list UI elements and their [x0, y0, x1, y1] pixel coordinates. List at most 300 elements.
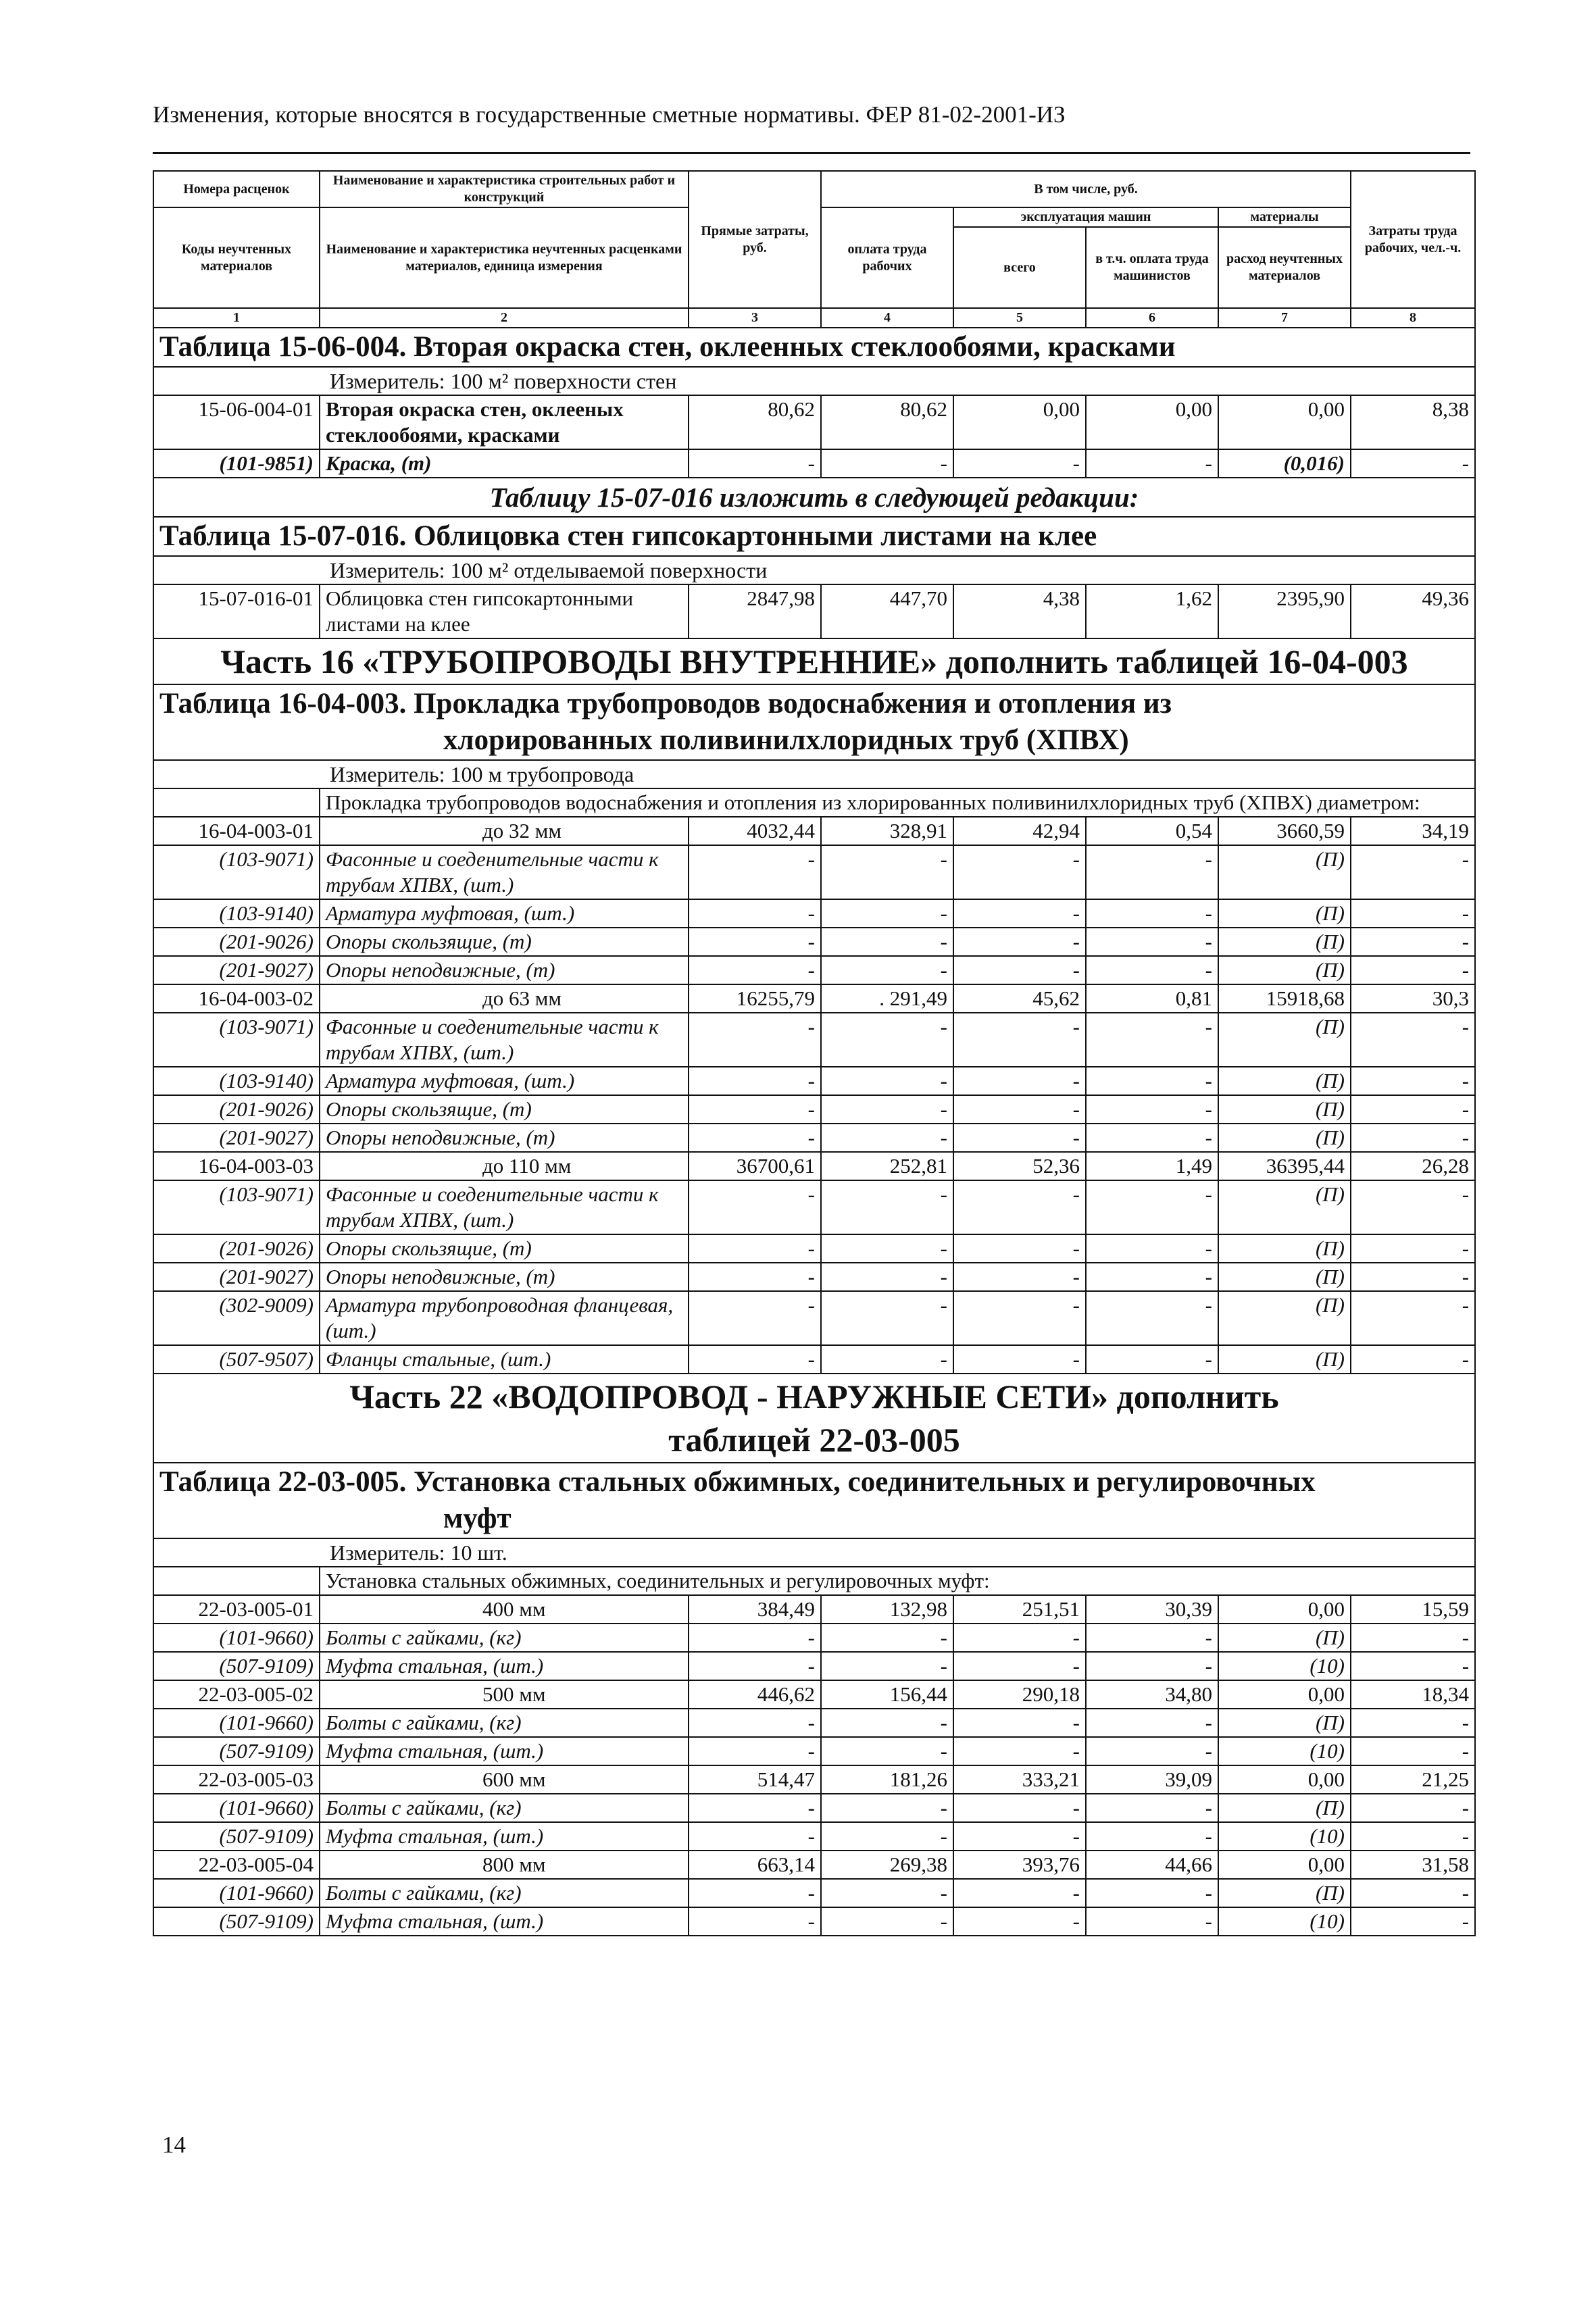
dash-cell: -	[689, 1124, 821, 1152]
dash-cell: -	[821, 1652, 953, 1680]
spacer-cell	[153, 1567, 320, 1595]
dash-cell: -	[689, 1822, 821, 1851]
material-row	[153, 1794, 1475, 1822]
dash-cell: -	[689, 1794, 821, 1822]
part-16-heading-text: Часть 16 «ТРУБОПРОВОДЫ ВНУТРЕННИЕ» дополнить таблицей 16-04-003	[153, 638, 1475, 684]
material-consumption: (П)	[1218, 1794, 1351, 1822]
dash-cell: -	[953, 845, 1086, 899]
material-consumption: (П)	[1218, 1180, 1351, 1234]
material-row	[153, 1124, 1475, 1152]
material-row	[153, 928, 1475, 956]
part-22-heading-text	[153, 1374, 1475, 1463]
material-code: (507-9109)	[153, 1652, 320, 1680]
material-consumption: (10)	[1218, 1652, 1351, 1680]
dash-cell: -	[821, 1180, 953, 1234]
rate-code: 22-03-005-01	[153, 1595, 320, 1624]
material-code: (201-9027)	[153, 956, 320, 984]
page-number: 14	[162, 2132, 186, 2158]
dash-cell: -	[1351, 1013, 1475, 1067]
value-cell: 2847,98	[689, 584, 821, 638]
value-cell: 34,19	[1351, 817, 1475, 845]
rate-code: 22-03-005-02	[153, 1680, 320, 1709]
material-consumption: (П)	[1218, 1067, 1351, 1095]
colnum: 1	[153, 308, 320, 328]
dash-cell: -	[689, 1907, 821, 1936]
dash-cell: -	[821, 1624, 953, 1652]
material-name: Муфта стальная, (шт.)	[320, 1822, 689, 1851]
colhead-c8: Затраты труда рабочих, чел.-ч.	[1351, 171, 1475, 308]
dash-cell: -	[1351, 1234, 1475, 1263]
material-name: Болты с гайками, (кг)	[320, 1794, 689, 1822]
dash-cell: -	[821, 928, 953, 956]
dash-cell: -	[689, 1737, 821, 1765]
material-code: (103-9071)	[153, 1013, 320, 1067]
rate-row	[153, 1680, 1475, 1709]
material-consumption: (П)	[1218, 1263, 1351, 1291]
dash-cell: -	[953, 1291, 1086, 1345]
dash-cell: -	[1351, 1067, 1475, 1095]
value-cell: 80,62	[821, 395, 953, 449]
dash-cell: -	[953, 1345, 1086, 1374]
dash-cell: -	[953, 1624, 1086, 1652]
value-cell: (0,016)	[1218, 449, 1351, 478]
dash-cell: -	[1351, 1291, 1475, 1345]
material-code: (103-9140)	[153, 899, 320, 928]
dash-cell: -	[821, 1907, 953, 1936]
dash-cell: -	[1351, 956, 1475, 984]
colhead-c5: всего	[953, 227, 1086, 308]
table-22-03-005-title-text	[153, 1463, 1475, 1538]
part-16-heading	[153, 638, 1475, 684]
material-code: (201-9027)	[153, 1263, 320, 1291]
rate-name: 600 мм	[320, 1765, 689, 1794]
value-cell: 49,36	[1351, 584, 1475, 638]
rate-name: 400 мм	[320, 1595, 689, 1624]
dash-cell: -	[953, 1124, 1086, 1152]
material-consumption: (10)	[1218, 1907, 1351, 1936]
rate-name: до 63 мм	[320, 984, 689, 1013]
dash-cell: -	[953, 928, 1086, 956]
dash-cell: -	[1351, 1652, 1475, 1680]
colnum: 7	[1218, 308, 1351, 328]
dash-cell: -	[953, 1652, 1086, 1680]
material-code: (101-9660)	[153, 1624, 320, 1652]
spacer-cell	[153, 788, 320, 817]
value-cell: 4,38	[953, 584, 1086, 638]
redaction-note-text: Таблицу 15-07-016 изложить в следующей редакции:	[153, 478, 1475, 517]
table-15-07-016-title-text: Таблица 15-07-016. Облицовка стен гипсокартонными листами на клее	[153, 517, 1475, 556]
material-name: Фасонные и соеденительные части к трубам ХПВХ, (шт.)	[320, 845, 689, 899]
rate-name: до 110 мм	[320, 1152, 689, 1180]
rate-code: 22-03-005-04	[153, 1851, 320, 1879]
part-22-line-1: Часть 22 «ВОДОПРОВОД - НАРУЖНЫЕ СЕТИ» дополнить	[349, 1378, 1279, 1415]
dash-cell: -	[1351, 845, 1475, 899]
colhead-c1b: Коды неучтенных материалов	[153, 207, 320, 308]
rate-name: до 32 мм	[320, 817, 689, 845]
dash-cell: -	[1351, 1737, 1475, 1765]
dash-cell: -	[1351, 1624, 1475, 1652]
material-consumption: (П)	[1218, 1291, 1351, 1345]
value-cell: 0,00	[1218, 1680, 1351, 1709]
value-cell: -	[689, 449, 821, 478]
material-consumption: (П)	[1218, 1624, 1351, 1652]
rate-code: 15-07-016-01	[153, 584, 320, 638]
dash-cell: -	[1351, 899, 1475, 928]
dash-cell: -	[1086, 1794, 1218, 1822]
dash-cell: -	[1086, 1879, 1218, 1907]
material-row	[153, 1822, 1475, 1851]
value-cell: 251,51	[953, 1595, 1086, 1624]
dash-cell: -	[953, 1067, 1086, 1095]
value-cell: -	[1351, 449, 1475, 478]
value-cell: 39,09	[1086, 1765, 1218, 1794]
title-line-1: Таблица 22-03-005. Установка стальных обжимных, соединительных и регулировочных	[159, 1466, 1316, 1498]
value-cell: 156,44	[821, 1680, 953, 1709]
dash-cell: -	[821, 1291, 953, 1345]
value-cell: 4032,44	[689, 817, 821, 845]
table-15-06-004-title	[153, 328, 1475, 367]
colhead-c7: расход неучтенных материалов	[1218, 227, 1351, 308]
material-row	[153, 1879, 1475, 1907]
material-name: Фасонные и соеденительные части к трубам ХПВХ, (шт.)	[320, 1013, 689, 1067]
material-row	[153, 1095, 1475, 1124]
value-cell: 21,25	[1351, 1765, 1475, 1794]
dash-cell: -	[821, 899, 953, 928]
rate-code: 16-04-003-02	[153, 984, 320, 1013]
rate-row	[153, 1152, 1475, 1180]
dash-cell: -	[821, 845, 953, 899]
material-name: Фланцы стальные, (шт.)	[320, 1345, 689, 1374]
dash-cell: -	[1086, 1737, 1218, 1765]
material-consumption: (П)	[1218, 1709, 1351, 1737]
material-row	[153, 449, 1475, 478]
title-line-2: муфт	[443, 1503, 512, 1534]
rate-row	[153, 1595, 1475, 1624]
dash-cell: -	[689, 1180, 821, 1234]
value-cell: 15918,68	[1218, 984, 1351, 1013]
dash-cell: -	[1351, 1180, 1475, 1234]
material-code: (101-9660)	[153, 1709, 320, 1737]
value-cell: -	[1086, 449, 1218, 478]
rate-row	[153, 984, 1475, 1013]
rate-row	[153, 1765, 1475, 1794]
dash-cell: -	[1351, 1263, 1475, 1291]
dash-cell: -	[1086, 1124, 1218, 1152]
material-code: (201-9026)	[153, 1234, 320, 1263]
dash-cell: -	[953, 1180, 1086, 1234]
material-name: Муфта стальная, (шт.)	[320, 1907, 689, 1936]
dash-cell: -	[1086, 1263, 1218, 1291]
material-name: Муфта стальная, (шт.)	[320, 1737, 689, 1765]
material-row	[153, 1013, 1475, 1067]
colhead-c1a: Номера расценок	[153, 171, 320, 207]
material-consumption: (П)	[1218, 956, 1351, 984]
dash-cell: -	[1086, 1291, 1218, 1345]
dash-cell: -	[953, 1822, 1086, 1851]
value-cell: 26,28	[1351, 1152, 1475, 1180]
material-name: Краска, (т)	[320, 449, 689, 478]
dash-cell: -	[689, 1652, 821, 1680]
material-name: Опоры скользящие, (т)	[320, 1095, 689, 1124]
dash-cell: -	[953, 1013, 1086, 1067]
material-name: Опоры скользящие, (т)	[320, 928, 689, 956]
dash-cell: -	[953, 1263, 1086, 1291]
dash-cell: -	[821, 1067, 953, 1095]
material-name: Арматура муфтовая, (шт.)	[320, 899, 689, 928]
material-row	[153, 1709, 1475, 1737]
colhead-machines: эксплуатация машин	[953, 207, 1218, 227]
dash-cell: -	[1086, 1624, 1218, 1652]
rate-code: 22-03-005-03	[153, 1765, 320, 1794]
page-header: Изменения, которые вносятся в государственные сметные нормативы. ФЕР 81-02-2001-ИЗ	[153, 101, 1066, 128]
material-row	[153, 1737, 1475, 1765]
dash-cell: -	[1086, 1095, 1218, 1124]
rate-row	[153, 817, 1475, 845]
material-code: (101-9660)	[153, 1794, 320, 1822]
dash-cell: -	[821, 1794, 953, 1822]
value-cell: 0,00	[953, 395, 1086, 449]
dash-cell: -	[821, 1124, 953, 1152]
dash-cell: -	[1351, 1095, 1475, 1124]
dash-cell: -	[821, 1345, 953, 1374]
material-name: Опоры скользящие, (т)	[320, 1234, 689, 1263]
material-consumption: (П)	[1218, 899, 1351, 928]
material-row	[153, 1907, 1475, 1936]
table-16-04-003-desc	[153, 788, 1475, 817]
dash-cell: -	[1086, 1709, 1218, 1737]
colhead-c4: оплата труда рабочих	[821, 207, 953, 308]
material-name: Болты с гайками, (кг)	[320, 1879, 689, 1907]
dash-cell: -	[1086, 928, 1218, 956]
value-cell: 45,62	[953, 984, 1086, 1013]
colhead-materials: материалы	[1218, 207, 1351, 227]
value-cell: 0,00	[1218, 1595, 1351, 1624]
value-cell: 2395,90	[1218, 584, 1351, 638]
material-code: (103-9071)	[153, 1180, 320, 1234]
value-cell: 0,00	[1218, 395, 1351, 449]
colhead-incl: В том числе, руб.	[821, 171, 1351, 207]
value-cell: 8,38	[1351, 395, 1475, 449]
dash-cell: -	[1086, 899, 1218, 928]
material-consumption: (П)	[1218, 928, 1351, 956]
rate-row	[153, 1851, 1475, 1879]
dash-cell: -	[1351, 1794, 1475, 1822]
dash-cell: -	[953, 1737, 1086, 1765]
material-code: (101-9660)	[153, 1879, 320, 1907]
value-cell: 34,80	[1086, 1680, 1218, 1709]
redaction-note	[153, 478, 1475, 517]
dash-cell: -	[689, 1013, 821, 1067]
value-cell: 0,00	[1218, 1765, 1351, 1794]
dash-cell: -	[821, 1709, 953, 1737]
description-text: Прокладка трубопроводов водоснабжения и отопления из хлорированных поливинилхлоридных труб (ХПВХ) диаметром:	[320, 788, 1475, 817]
material-consumption: (П)	[1218, 1345, 1351, 1374]
colnum: 8	[1351, 308, 1475, 328]
value-cell: 44,66	[1086, 1851, 1218, 1879]
dash-cell: -	[821, 1095, 953, 1124]
dash-cell: -	[689, 1263, 821, 1291]
material-row	[153, 1652, 1475, 1680]
dash-cell: -	[821, 1737, 953, 1765]
table-15-07-016-title	[153, 517, 1475, 556]
dash-cell: -	[1086, 845, 1218, 899]
material-code: (507-9109)	[153, 1907, 320, 1936]
dash-cell: -	[689, 1095, 821, 1124]
dash-cell: -	[689, 1234, 821, 1263]
dash-cell: -	[689, 1879, 821, 1907]
colhead-row-1	[153, 171, 1475, 207]
dash-cell: -	[821, 1822, 953, 1851]
material-row	[153, 1234, 1475, 1263]
dash-cell: -	[689, 1067, 821, 1095]
value-cell: 663,14	[689, 1851, 821, 1879]
dash-cell: -	[1086, 1907, 1218, 1936]
dash-cell: -	[1086, 1345, 1218, 1374]
value-cell: 1,62	[1086, 584, 1218, 638]
material-name: Опоры неподвижные, (т)	[320, 1263, 689, 1291]
dash-cell: -	[1351, 1345, 1475, 1374]
colhead-c2a: Наименование и характеристика строительных работ и конструкций	[320, 171, 689, 207]
material-name: Арматура трубопроводная фланцевая, (шт.)	[320, 1291, 689, 1345]
table-22-03-005-meter	[153, 1538, 1475, 1567]
table-16-04-003-title	[153, 684, 1475, 760]
value-cell: 290,18	[953, 1680, 1086, 1709]
value-cell: 1,49	[1086, 1152, 1218, 1180]
material-code: (201-9026)	[153, 928, 320, 956]
value-cell: 0,00	[1086, 395, 1218, 449]
table-15-06-004-title-text: Таблица 15-06-004. Вторая окраска стен, оклеенных стеклообоями, красками	[153, 328, 1475, 367]
value-cell: 42,94	[953, 817, 1086, 845]
dash-cell: -	[1086, 1013, 1218, 1067]
dash-cell: -	[953, 1709, 1086, 1737]
material-code: (103-9071)	[153, 845, 320, 899]
dash-cell: -	[689, 1709, 821, 1737]
material-name: Фасонные и соеденительные части к трубам ХПВХ, (шт.)	[320, 1180, 689, 1234]
norms-table	[153, 170, 1476, 1936]
rate-code: 16-04-003-01	[153, 817, 320, 845]
table-16-04-003-title-text	[153, 684, 1475, 760]
rate-name: Облицовка стен гипсокартонными листами на клее	[320, 584, 689, 638]
material-row	[153, 845, 1475, 899]
value-cell: 36395,44	[1218, 1152, 1351, 1180]
part-22-line-2: таблицей 22-03-005	[668, 1421, 960, 1459]
value-cell: 384,49	[689, 1595, 821, 1624]
dash-cell: -	[689, 1624, 821, 1652]
table-16-04-003-meter	[153, 760, 1475, 788]
title-line-1: Таблица 16-04-003. Прокладка трубопроводов водоснабжения и отопления из	[159, 688, 1172, 720]
dash-cell: -	[1351, 1124, 1475, 1152]
dash-cell: -	[953, 956, 1086, 984]
value-cell: 52,36	[953, 1152, 1086, 1180]
rate-code: 16-04-003-03	[153, 1152, 320, 1180]
material-name: Болты с гайками, (кг)	[320, 1624, 689, 1652]
dash-cell: -	[689, 956, 821, 984]
material-code: (507-9109)	[153, 1822, 320, 1851]
material-row	[153, 1067, 1475, 1095]
colnum: 2	[320, 308, 689, 328]
rate-name: Вторая окраска стен, оклееных стеклообоями, красками	[320, 395, 689, 449]
value-cell: 333,21	[953, 1765, 1086, 1794]
dash-cell: -	[1351, 1709, 1475, 1737]
value-cell: 328,91	[821, 817, 953, 845]
value-cell: 393,76	[953, 1851, 1086, 1879]
value-cell: 16255,79	[689, 984, 821, 1013]
material-code: (201-9027)	[153, 1124, 320, 1152]
table-15-07-016-meter-text: Измеритель: 100 м² отделываемой поверхности	[153, 556, 1475, 584]
material-name: Арматура муфтовая, (шт.)	[320, 1067, 689, 1095]
material-consumption: (П)	[1218, 1879, 1351, 1907]
material-row	[153, 899, 1475, 928]
value-cell: -	[821, 449, 953, 478]
colnum: 6	[1086, 308, 1218, 328]
material-consumption: (П)	[1218, 1234, 1351, 1263]
colnum: 4	[821, 308, 953, 328]
material-consumption: (10)	[1218, 1737, 1351, 1765]
material-name: Опоры неподвижные, (т)	[320, 1124, 689, 1152]
material-consumption: (П)	[1218, 845, 1351, 899]
table-22-03-005-desc	[153, 1567, 1475, 1595]
description-text: Установка стальных обжимных, соединительных и регулировочных муфт:	[320, 1567, 1475, 1595]
value-cell: 3660,59	[1218, 817, 1351, 845]
material-code: (302-9009)	[153, 1291, 320, 1345]
dash-cell: -	[1351, 1822, 1475, 1851]
material-consumption: (П)	[1218, 1124, 1351, 1152]
dash-cell: -	[953, 1234, 1086, 1263]
material-consumption: (10)	[1218, 1822, 1351, 1851]
value-cell: . 291,49	[821, 984, 953, 1013]
value-cell: 80,62	[689, 395, 821, 449]
value-cell: 30,39	[1086, 1595, 1218, 1624]
dash-cell: -	[689, 1291, 821, 1345]
dash-cell: -	[821, 956, 953, 984]
rate-row	[153, 584, 1475, 638]
dash-cell: -	[1351, 1907, 1475, 1936]
dash-cell: -	[689, 899, 821, 928]
colnum: 3	[689, 308, 821, 328]
material-row	[153, 956, 1475, 984]
dash-cell: -	[1086, 1652, 1218, 1680]
dash-cell: -	[953, 1879, 1086, 1907]
dash-cell: -	[821, 1879, 953, 1907]
rate-name: 800 мм	[320, 1851, 689, 1879]
rate-name: 500 мм	[320, 1680, 689, 1709]
table-15-07-016-meter	[153, 556, 1475, 584]
dash-cell: -	[821, 1263, 953, 1291]
material-code: (103-9140)	[153, 1067, 320, 1095]
table-16-04-003-meter-text: Измеритель: 100 м трубопровода	[153, 760, 1475, 788]
value-cell: 0,81	[1086, 984, 1218, 1013]
dash-cell: -	[953, 1907, 1086, 1936]
dash-cell: -	[1086, 1180, 1218, 1234]
material-name: Болты с гайками, (кг)	[320, 1709, 689, 1737]
dash-cell: -	[953, 899, 1086, 928]
colnum: 5	[953, 308, 1086, 328]
dash-cell: -	[953, 1794, 1086, 1822]
material-code: (507-9109)	[153, 1737, 320, 1765]
material-name: Опоры неподвижные, (т)	[320, 956, 689, 984]
material-name: Муфта стальная, (шт.)	[320, 1652, 689, 1680]
table-22-03-005-title	[153, 1463, 1475, 1538]
dash-cell: -	[1086, 1067, 1218, 1095]
material-code: (101-9851)	[153, 449, 320, 478]
material-code: (201-9026)	[153, 1095, 320, 1124]
dash-cell: -	[953, 1095, 1086, 1124]
value-cell: 36700,61	[689, 1152, 821, 1180]
value-cell: 31,58	[1351, 1851, 1475, 1879]
dash-cell: -	[689, 928, 821, 956]
table-15-06-004-meter	[153, 367, 1475, 395]
value-cell: 30,3	[1351, 984, 1475, 1013]
